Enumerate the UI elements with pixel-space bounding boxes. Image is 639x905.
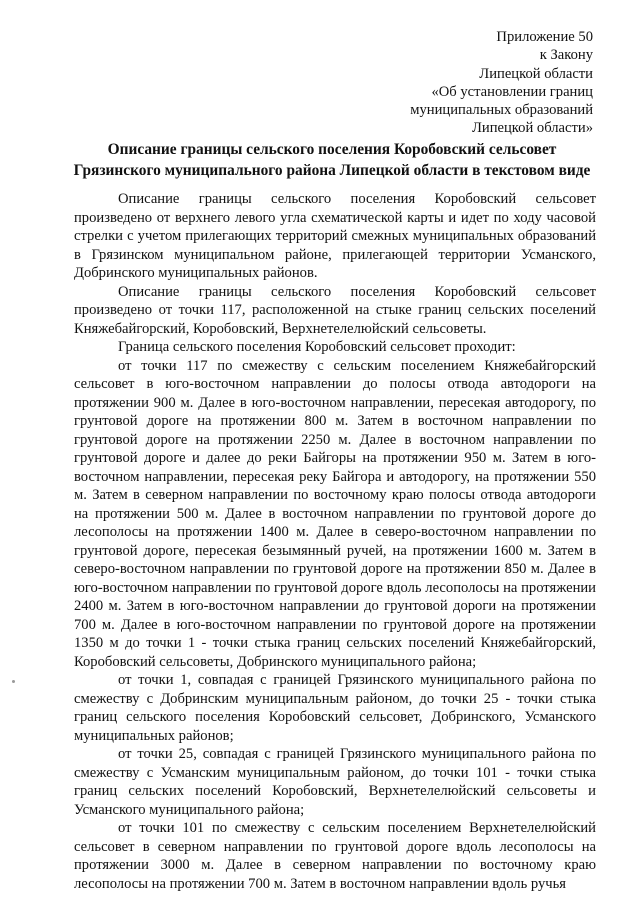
paragraph-segment-1-25: от точки 1, совпадая с границей Грязинского муниципального района по смежеству с Добринским муниципальным районом, до точки 25 - точки стыка границ сельского поселения Коробовский сельсовет, Добринского, Усманского муниципальных районов;	[74, 672, 596, 744]
document-body	[74, 190, 596, 892]
appendix-line: муниципальных образований	[410, 102, 593, 119]
paragraph-segment-101: от точки 101 по смежеству с сельским поселением Верхнетелелюйский сельсовет в северном направлении по грунтовой дороге вдоль лесополосы на протяжении 3000 м. Далее в северном направлении по восточному краю лесополосы на протяжении 700 м. Затем в восточном направлении вдоль ручья	[74, 820, 596, 892]
paragraph-segment-117-1: от точки 117 по смежеству с сельским поселением Княжебайгорский сельсовет в юго-восточном направлении до полосы отвода автодороги на протяжении 900 м. Далее в юго-восточном направлении, пересекая автодорогу, по грунтовой дороге на протяжении 800 м. Затем в восточном направлении по грунтовой дороге на протяжении 2250 м. Далее в восточном направлении по грунтовой дороге и далее до реки Байгоры на протяжении 950 м. Затем в юго-восточном направлении, пересекая реку Байгора и автодорогу, на протяжении 550 м. Затем в северном направлении по восточному краю полосы отвода автодороги на протяжении 500 м. Далее в восточном направлении по грунтовой дороге до лесополосы на протяжении 1400 м. Далее в северо-восточном направлении по грунтовой дороге, пересекая безымянный ручей, на протяжении 1600 м. Затем в северо-восточном направлении по грунтовой дороге на протяжении 850 м. Далее в юго-восточном направлении по грунтовой дороге вдоль лесополосы на протяжении 2400 м. Затем в юго-восточном направлении до грунтовой дороги на протяжении 700 м. Далее в юго-восточном направлении по грунтовой дороге на протяжении 1350 м до точки 1 - точки стыка границ сельских поселений Княжебайгорский, Коробовский сельсоветы, Добринского муниципального района;	[74, 357, 596, 670]
scan-dot	[12, 680, 15, 683]
paragraph-segment-25-101: от точки 25, совпадая с границей Грязинского муниципального района по смежеству с Усманским муниципальным районом, до точки 101 - точки стыка границ сельских поселений Коробовский, Верхнетелелюйский сельсоветы и Усманского муниципального района;	[74, 746, 596, 818]
appendix-line: Липецкой области»	[472, 120, 593, 137]
appendix-header	[410, 28, 593, 138]
appendix-line: «Об установлении границ	[431, 83, 593, 100]
appendix-line: Липецкой области	[479, 65, 593, 82]
appendix-line: к Закону	[539, 47, 593, 64]
appendix-line: Приложение 50	[496, 29, 593, 45]
paragraph-intro: Описание границы сельского поселения Коробовский сельсовет произведено от верхнего левого угла схематической карты и идет по ходу часовой стрелки с учетом прилегающих территорий смежных муниципальных образований в Грязинском муниципальном районе, прилегающей территории Усманского, Добринского муниципальных районов.	[74, 191, 596, 281]
paragraph-start-point: Описание границы сельского поселения Коробовский сельсовет произведено от точки 117, расположенной на стыке границ сельских поселений Княжебайгорский, Коробовский, Верхнетелелюйский сельсоветы.	[74, 283, 596, 337]
title-line-2: Грязинского муниципального района Липецкой области в текстовом виде	[73, 162, 591, 179]
document-title	[70, 139, 594, 181]
paragraph-boundary-heading: Граница сельского поселения Коробовский сельсовет проходит:	[118, 339, 516, 355]
title-line-1: Описание границы сельского поселения Коробовский сельсовет	[107, 141, 557, 158]
